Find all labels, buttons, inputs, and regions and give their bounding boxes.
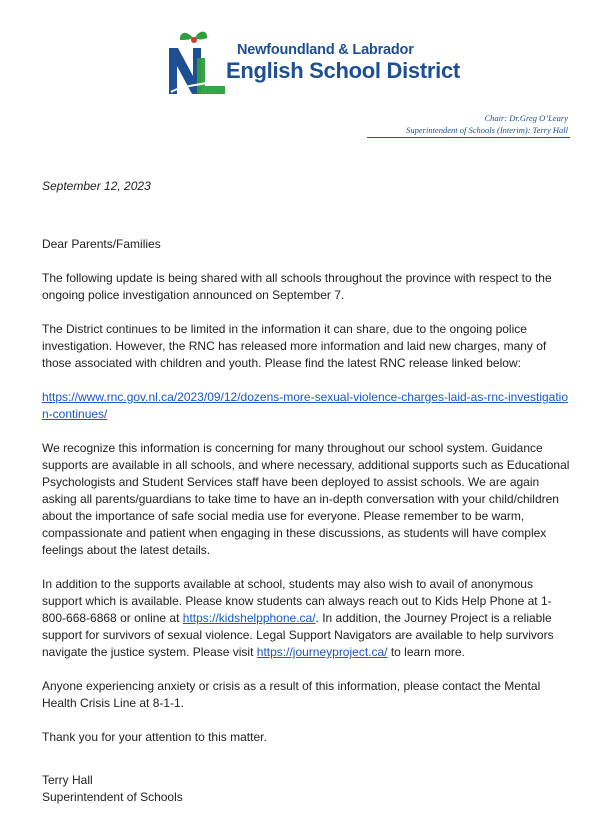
kids-help-phone-link[interactable]: https://kidshelpphone.ca/ <box>182 611 316 625</box>
signature-name: Terry Hall <box>42 773 93 787</box>
masthead-officials <box>406 112 568 136</box>
chair-line: Chair: Dr.Greg O’Leary <box>484 113 568 123</box>
letter-body <box>42 236 572 763</box>
org-name-line2: English School District <box>226 58 460 83</box>
paragraph-1: The following update is being shared with all schools throughout the province with respect to the ongoing police investigation announced on September 7. <box>42 271 552 302</box>
rnc-link-paragraph <box>42 389 572 423</box>
letter-date: September 12, 2023 <box>42 179 151 193</box>
paragraph-3: We recognize this information is concerning for many throughout our school system. Guidance supports are available in all schools, and where necessary, additional supports such as Educational Psychologists and Student Services staff have been deployed to assist schools. We are again asking all parents/guardians to take time to have an in-depth conversation with your child/children about the importance of safe social media use for everyone. Please remember to be warm, compassionate and patient when engaging in these discussions, as students will have complex feelings about the latest details. <box>42 441 570 557</box>
paragraph-4 <box>42 576 572 661</box>
paragraph-2: The District continues to be limited in the information it can share, due to the ongoing police investigation. However, the RNC has released more information and laid new charges, many of those associated with children and youth. Please find the latest RNC release linked below: <box>42 322 547 370</box>
district-logo <box>165 28 460 98</box>
org-name-line1: Newfoundland & Labrador <box>237 42 414 58</box>
p4-text-2: . In addition, the Journey Project is a reliable support for survivors of sexual violence. Legal Support Navigators are available to help survivors navigate the justice system. Please visit <box>42 611 554 659</box>
signature-title: Superintendent of Schools <box>42 790 183 804</box>
p4-text-1: In addition to the supports available at school, students may also wish to avail of anonymous support which is available. Please know students can always reach out to Kids Help Phone at 1-800-668-6868 or online at <box>42 577 552 625</box>
rnc-release-link[interactable]: https://www.rnc.gov.nl.ca/2023/09/12/dozens-more-sexual-violence-charges-laid-as-rnc-investigation-continues/ <box>42 390 569 421</box>
journey-project-link[interactable]: https://journeyproject.ca/ <box>256 645 388 659</box>
superintendent-line: Superintendent of Schools (Interim): Terry Hall <box>406 125 568 135</box>
header-divider <box>367 137 570 138</box>
p4-text-3: to learn more. <box>387 645 465 659</box>
signature-block <box>42 772 183 806</box>
paragraph-6: Thank you for your attention to this matter. <box>42 730 267 744</box>
paragraph-5: Anyone experiencing anxiety or crisis as a result of this information, please contact the Mental Health Crisis Line at 8-1-1. <box>42 679 541 710</box>
salutation: Dear Parents/Families <box>42 237 161 251</box>
